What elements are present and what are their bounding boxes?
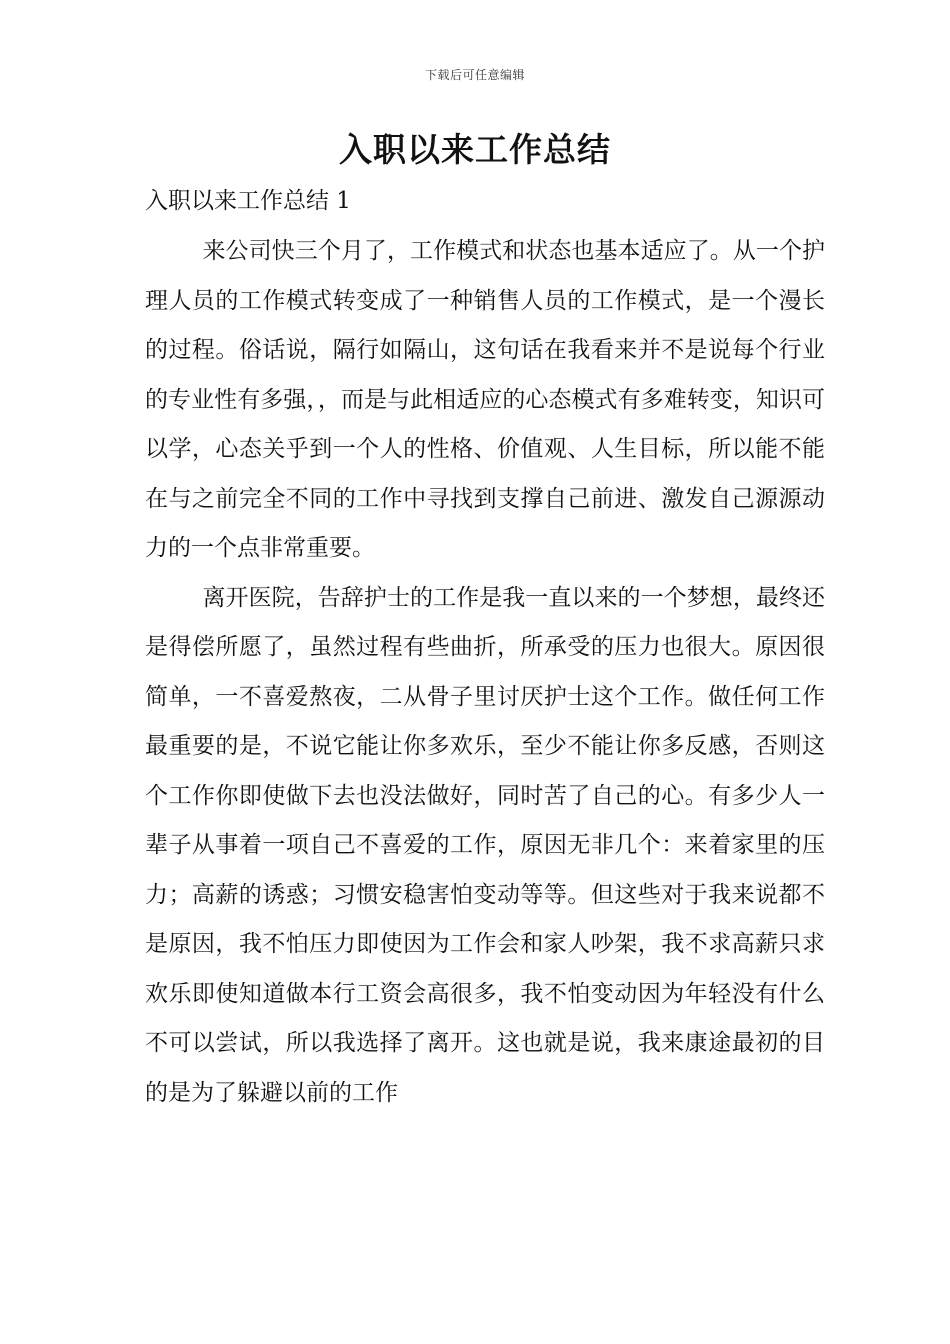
document-body [145,227,825,1118]
paragraph: 离开医院，告辞护士的工作是我一直以来的一个梦想，最终还是得偿所愿了，虽然过程有些曲折，所承受的压力也很大。原因很简单，一不喜爱熬夜，二从骨子里讨厌护士这个工作。做任何工作最重要的是，不说它能让你多欢乐，至少不能让你多反感，否则这个工作你即使做下去也没法做好，同时苦了自己的心。有多少人一辈子从事着一项自己不喜爱的工作，原因无非几个：来着家里的压力；高薪的诱惑；习惯安稳害怕变动等等。但这些对于我来说都不是原因，我不怕压力即使因为工作会和家人吵架，我不求高薪只求欢乐即使知道做本行工资会高很多，我不怕变动因为年轻没有什么不可以尝试，所以我选择了离开。这也就是说，我来康途最初的目的是为了躲避以前的工作 [145,584,825,1106]
header-note: 下载后可任意编辑 [424,68,525,82]
section-heading: 入职以来工作总结 1 [145,188,351,214]
document-title: 入职以来工作总结 [339,130,611,169]
paragraph: 来公司快三个月了，工作模式和状态也基本适应了。从一个护理人员的工作模式转变成了一种销售人员的工作模式，是一个漫长的过程。俗话说，隔行如隔山，这句话在我看来并不是说每个行业的专业性有多强，，而是与此相适应的心态模式有多难转变，知识可以学，心态关乎到一个人的性格、价值观、人生目标，所以能不能在与之前完全不同的工作中寻找到支撑自己前进、激发自己源源动力的一个点非常重要。 [145,238,825,561]
